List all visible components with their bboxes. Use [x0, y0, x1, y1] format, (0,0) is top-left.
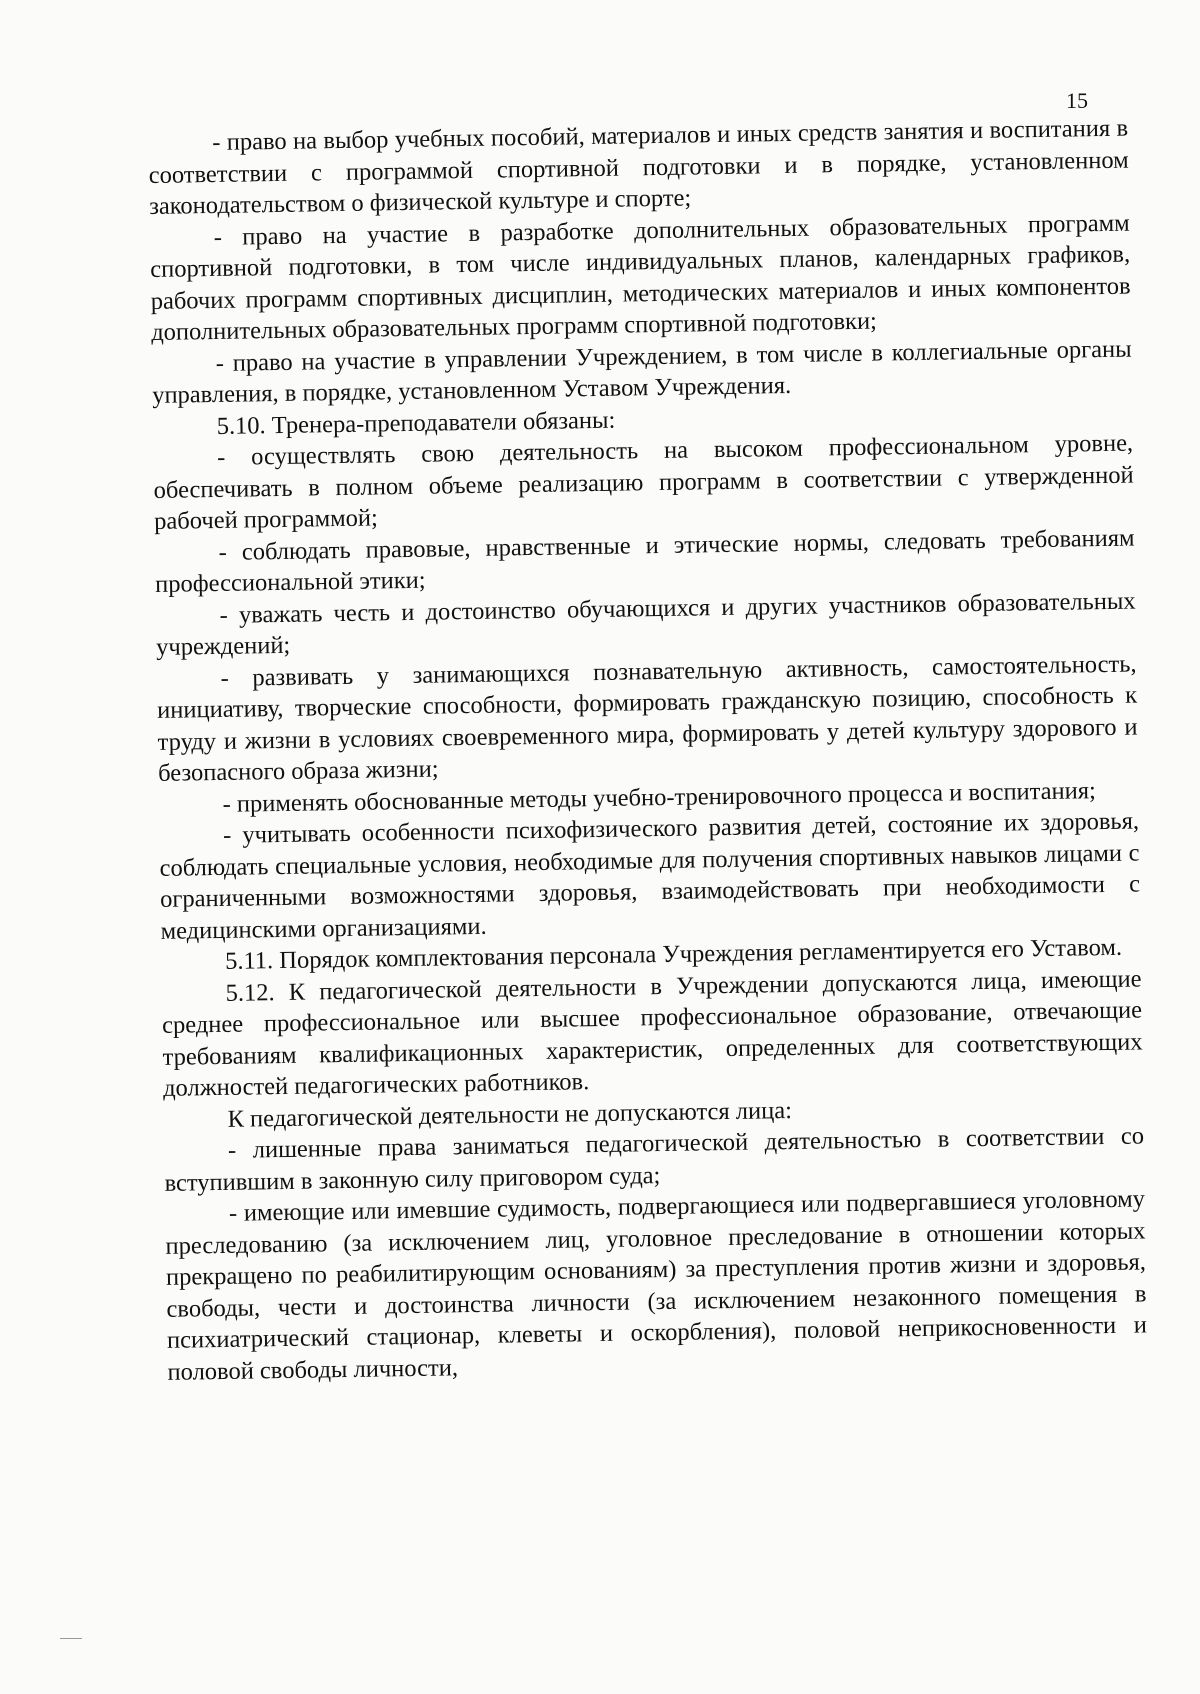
paragraph-right-participate-management: - право на участие в управлении Учреждением, в том числе в коллегиальные органы управления, в порядке, установленном Уставом Учреждения.	[151, 335, 1132, 409]
paragraph-duty-professional-level: - осуществлять свою деятельность на высоком профессиональном уровне, обеспечивать в полном объеме реализацию программ в соответствии с утвержденной рабочей программой;	[153, 429, 1134, 535]
page-number: 15	[1066, 88, 1088, 113]
paragraph-not-admitted-deprived: - лишенные права заниматься педагогической деятельностью в соответствии со вступившим в законную силу приговором суда;	[164, 1122, 1145, 1197]
paragraph-duty-respect: - уважать честь и достоинство обучающихся и других участников образовательных учреждений;	[155, 587, 1136, 661]
paragraph-right-develop-programs: - право на участие в разработке дополнительных образовательных программ спортивной подготовки, в том числе индивидуальных планов, календарных графиков, рабочих программ спортивных дисциплин, методических материалов и иных компонентов дополнительных образовательных программ спортивной подготовки;	[150, 209, 1131, 346]
scan-speck	[60, 1638, 82, 1639]
document-body	[148, 113, 1148, 1388]
paragraph-not-admitted-criminal: - имеющие или имевшие судимость, подвергающиеся или подвергавшиеся уголовному преследованию (за исключением лиц, уголовное преследование в отношении которых прекращено по реабилитирующим основаниям) за преступления против жизни и здоровья, свободы, чести и достоинства личности (за исключением незаконного помещения в психиатрический стационар, клеветы и оскорбления), половой неприкосновенности и половой свободы личности,	[165, 1185, 1148, 1386]
section-5-12: 5.12. К педагогической деятельности в Учреждении допускаются лица, имеющие среднее профессиональное или высшее профессиональное образование, отвечающие требованиям квалификационных характеристик, определенных для соответствующих должностей педагогических работников.	[161, 965, 1143, 1102]
paragraph-not-admitted-heading: К педагогической деятельности не допускаются лица:	[227, 1096, 793, 1133]
paragraph-duty-develop-activity: - развивать у занимающихся познавательную активность, самостоятельность, инициативу, творческие способности, формировать гражданскую позицию, способность к труду и жизни в условиях своевременного мира, формировать у детей культуру здорового и безопасного образа жизни;	[156, 650, 1138, 787]
section-5-11: 5.11. Порядок комплектования персонала Учреждения регламентируется его Уставом.	[224, 933, 1123, 975]
paragraph-duty-methods: - применять обоснованные методы учебно-тренировочного процесса и воспитания;	[222, 776, 1097, 818]
paragraph-duty-special-conditions: - учитывать особенности психофизического развития детей, состояние их здоровья, соблюдать специальные условия, необходимые для получения спортивных навыков лицами с ограниченными возможностями здоровья, взаимодействовать при необходимости с медицинскими организациями.	[159, 807, 1141, 945]
section-heading-5-10: 5.10. Тренера-преподаватели обязаны:	[216, 406, 616, 440]
paragraph-right-choose-materials: - право на выбор учебных пособий, материалов и иных средств занятия и воспитания в соответствии с программой спортивной подготовки и в порядке, установленном законодательством о физической культуре и спорте;	[148, 114, 1129, 220]
paragraph-duty-ethics: - соблюдать правовые, нравственные и этические нормы, следовать требованиям профессиональной этики;	[154, 524, 1135, 598]
